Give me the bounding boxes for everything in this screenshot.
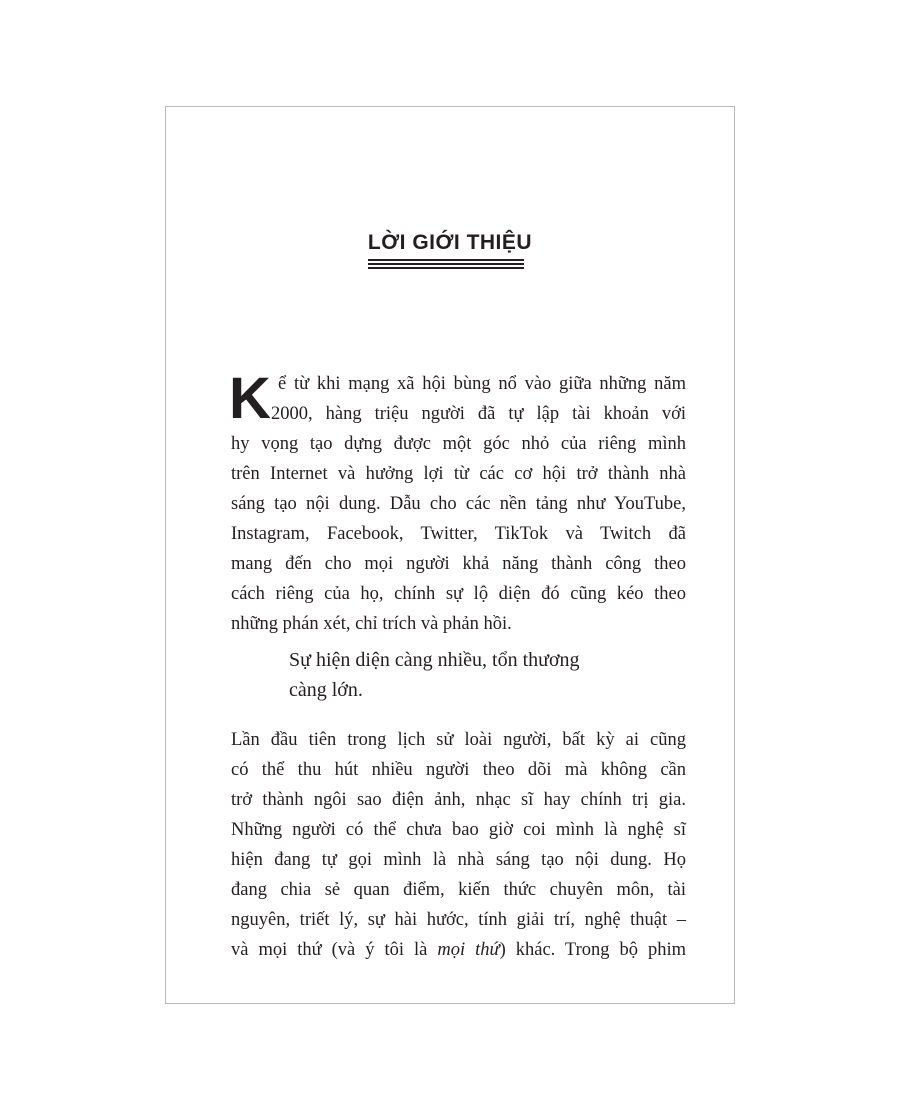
paragraph-1	[229, 366, 686, 639]
paragraph-1-line: Instagram, Facebook, Twitter, TikTok và Twitch đã	[231, 524, 686, 544]
drop-cap: K	[229, 366, 271, 431]
paragraph-2	[231, 725, 686, 965]
last-line-start: và mọi thứ (và ý tôi là	[231, 940, 438, 960]
paragraph-2-line: nguyên, triết lý, sự hài hước, tính giải trí, nghệ thuật –	[231, 910, 686, 930]
heading-rule-3	[368, 267, 524, 269]
italic-emphasis: mọi thứ	[437, 940, 500, 960]
paragraph-1-line: ể từ khi mạng xã hội bùng nổ vào giữa những năm	[278, 374, 686, 394]
paragraph-1-line: sáng tạo nội dung. Dẫu cho các nền tảng như YouTube,	[231, 494, 686, 514]
paragraph-1-line: cách riêng của họ, chính sự lộ diện đó cũng kéo theo	[231, 584, 686, 604]
heading-rule-1	[368, 259, 524, 261]
pull-quote	[289, 645, 689, 705]
paragraph-1-line: hy vọng tạo dựng được một góc nhỏ của riêng mình	[231, 434, 686, 454]
book-page	[165, 106, 735, 1004]
paragraph-2-line: trở thành ngôi sao điện ảnh, nhạc sĩ hay chính trị gia.	[231, 790, 686, 810]
paragraph-2-line: đang chia sẻ quan điểm, kiến thức chuyên môn, tài	[231, 880, 686, 900]
paragraph-1-line: mang đến cho mọi người khả năng thành công theo	[231, 554, 686, 574]
paragraph-1-line: trên Internet và hưởng lợi từ các cơ hội trở thành nhà	[231, 464, 686, 484]
chapter-heading: LỜI GIỚI THIỆU	[367, 231, 533, 254]
paragraph-1-line: 2000, hàng triệu người đã tự lập tài khoản với	[271, 404, 686, 424]
paragraph-2-line: Những người có thể chưa bao giờ coi mình là nghệ sĩ	[231, 820, 686, 840]
pull-quote-line: càng lớn.	[289, 679, 363, 701]
heading-rule-2	[368, 263, 524, 265]
paragraph-2-line: hiện đang tự gọi mình là nhà sáng tạo nội dung. Họ	[231, 850, 686, 870]
pull-quote-line: Sự hiện diện càng nhiều, tổn thương	[289, 649, 580, 671]
last-line-end: ) khác. Trong bộ phim	[499, 940, 687, 960]
paragraph-1-line: những phán xét, chỉ trích và phản hồi.	[231, 614, 512, 634]
paragraph-2-line: có thể thu hút nhiều người theo dõi mà không cần	[231, 760, 686, 780]
paragraph-2-line: Lần đầu tiên trong lịch sử loài người, bất kỳ ai cũng	[231, 730, 686, 750]
paragraph-2-last-line	[231, 935, 686, 965]
